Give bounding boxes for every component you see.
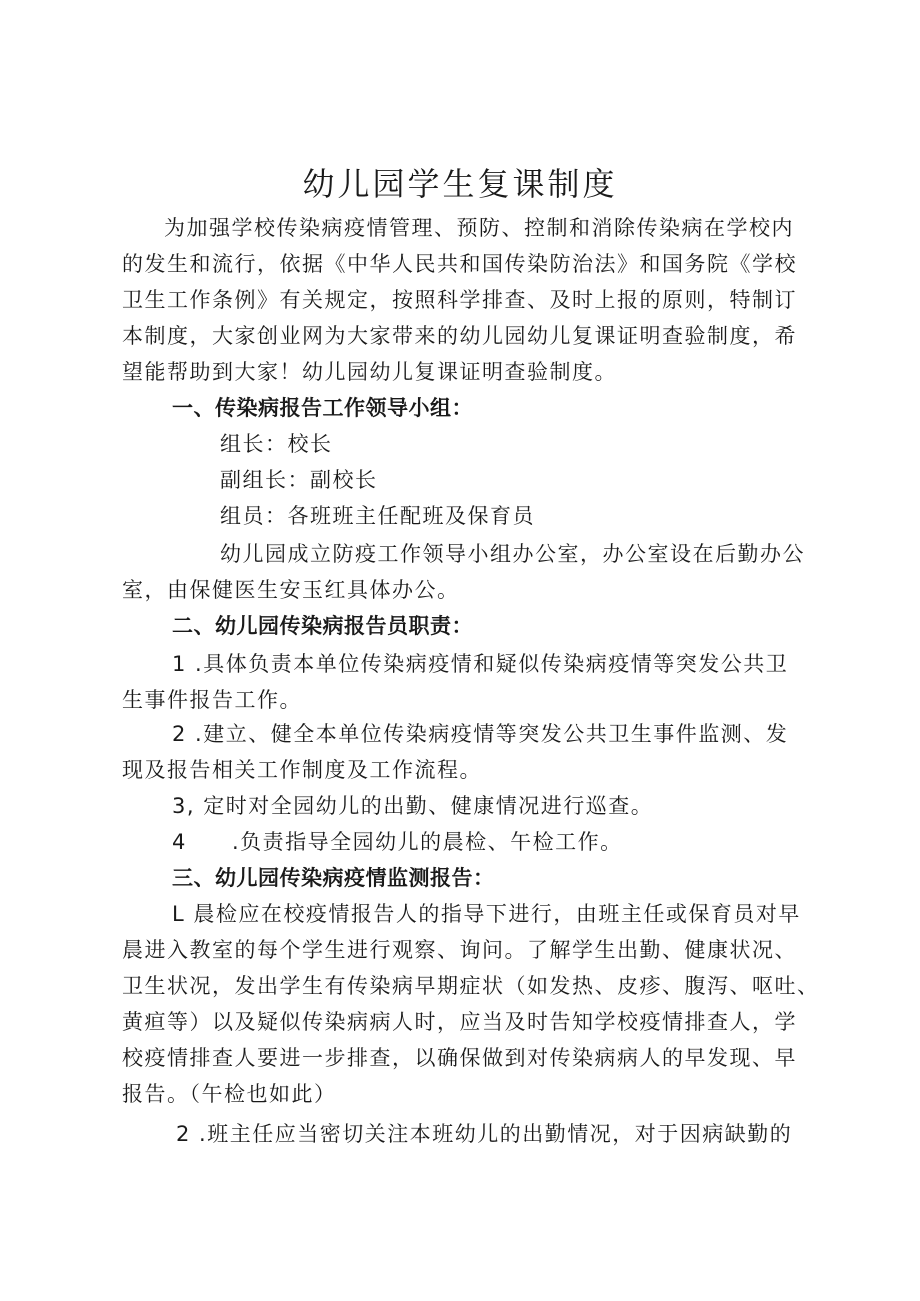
section2-item3: 3, 定时对全园幼儿的出勤、健康情况进行巡查。 — [172, 794, 654, 818]
section2-item1-line-1: 1 .具体负责本单位传染病疫情和疑似传染病疫情等突发公共卫 — [172, 652, 789, 676]
section1-office-line-2: 室，由保健医生安玉红具体办公。 — [122, 578, 460, 602]
section1-leader: 组长：校长 — [220, 432, 333, 456]
section3-item1-line-2: 晨进入教室的每个学生进行观察、询问。了解学生出勤、健康状况、 — [122, 938, 797, 962]
intro-line-1: 为加强学校传染病疫情管理、预防、控制和消除传染病在学校内 — [164, 216, 794, 240]
section3-item1-line-6: 报告。（午检也如此） — [122, 1082, 337, 1106]
intro-line-3: 卫生工作条例》有关规定，按照科学排查、及时上报的原则，特制订 — [122, 288, 797, 312]
section2-item2-line-1: 2 .建立、健全本单位传染病疫情等突发公共卫生事件监测、发 — [172, 722, 789, 746]
section3-item1-line-1: L 晨检应在校疫情报告人的指导下进行，由班主任或保育员对早 — [172, 902, 801, 926]
section2-item2-line-2: 现及报告相关工作制度及工作流程。 — [122, 758, 482, 782]
document-title: 幼儿园学生复课制度 — [302, 165, 618, 203]
section1-members: 组员：各班班主任配班及保育员 — [220, 504, 535, 528]
section2-heading: 二、幼儿园传染病报告员职责： — [172, 614, 473, 638]
section3-item1-line-4: 黄疸等）以及疑似传染病病人时，应当及时告知学校疫情排查人，学 — [122, 1010, 797, 1034]
section1-office-line-1: 幼儿园成立防疫工作领导小组办公室，办公室设在后勤办公 — [220, 542, 805, 566]
section3-item1-line-5: 校疫情排查人要进一步排查，以确保做到对传染病病人的早发现、早 — [122, 1046, 797, 1070]
intro-line-4: 本制度，大家创业网为大家带来的幼儿园幼儿复课证明查验制度，希 — [122, 324, 797, 348]
intro-line-2: 的发生和流行，依据《中华人民共和国传染防治法》和国务院《学校 — [122, 252, 797, 276]
section2-item1-line-2: 生事件报告工作。 — [122, 688, 302, 712]
section3-heading: 三、幼儿园传染病疫情监测报告： — [172, 866, 495, 890]
section2-item4-number: 4 — [172, 830, 187, 854]
section1-vice-leader: 副组长：副校长 — [220, 468, 378, 492]
section3-item2-line-1: 2 .班主任应当密切关注本班幼儿的出勤情况，对于因病缺勤的 — [176, 1122, 793, 1146]
section2-item4-text: .负责指导全园幼儿的晨检、午检工作。 — [232, 830, 623, 854]
section3-item1-line-3: 卫生状况，发出学生有传染病早期症状（如发热、皮疹、腹泻、呕吐、 — [122, 974, 820, 998]
section1-heading: 一、传染病报告工作领导小组： — [172, 396, 473, 420]
intro-line-5: 望能帮助到大家！幼儿园幼儿复课证明查验制度。 — [122, 360, 617, 384]
